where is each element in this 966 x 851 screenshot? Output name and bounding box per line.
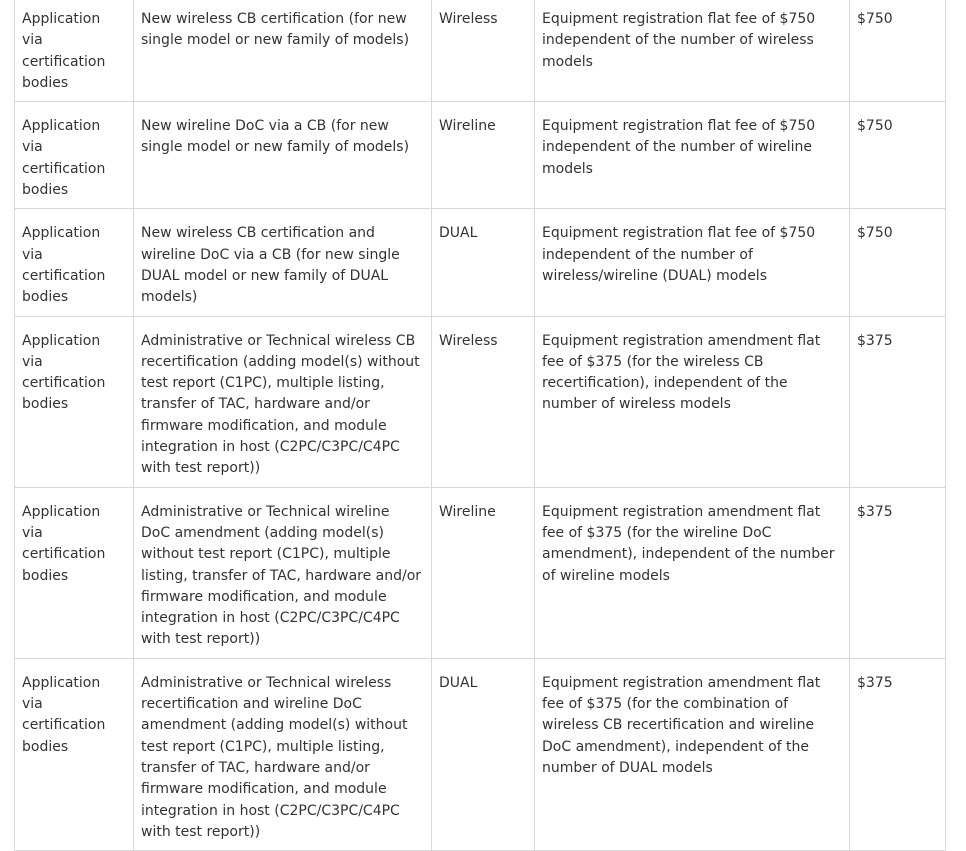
fee-description-cell: Equipment registration amendment flat fee of $375 (for the wireline DoC amendment), independent of the number of wireline models (535, 487, 850, 658)
fee-description-cell: Equipment registration flat fee of $750 independent of the number of wireless/wireline (DUAL) models (535, 209, 850, 316)
fee-description-cell: Equipment registration flat fee of $750 independent of the number of wireless models (535, 0, 850, 102)
application-cell: Application via certification bodies (15, 102, 134, 209)
fee-description-cell: Equipment registration amendment flat fee of $375 (for the wireless CB recertification), independent of the number of wireless models (535, 316, 850, 487)
description-cell: Administrative or Technical wireline DoC amendment (adding model(s) without test report (C1PC), multiple listing, transfer of TAC, hardware and/or firmware modification, and module integration in host (C2PC/C3PC/C4PC with test report)) (134, 487, 432, 658)
type-cell: Wireline (432, 487, 535, 658)
type-cell: Wireless (432, 0, 535, 102)
description-cell: Administrative or Technical wireless CB recertification (adding model(s) without test report (C1PC), multiple listing, transfer of TAC, hardware and/or firmware modification, and module integration in host (C2PC/C3PC/C4PC with test report)) (134, 316, 432, 487)
application-cell: Application via certification bodies (15, 209, 134, 316)
fee-cell: $750 (850, 209, 946, 316)
type-cell: Wireless (432, 316, 535, 487)
type-cell: DUAL (432, 658, 535, 850)
fee-cell: $750 (850, 0, 946, 102)
fee-table (14, 0, 946, 851)
application-cell: Application via certification bodies (15, 0, 134, 102)
fee-cell: $375 (850, 487, 946, 658)
table-row (15, 316, 946, 487)
type-cell: Wireline (432, 102, 535, 209)
application-cell: Application via certification bodies (15, 658, 134, 850)
fee-cell: $750 (850, 102, 946, 209)
application-cell: Application via certification bodies (15, 487, 134, 658)
table-row (15, 102, 946, 209)
table-row (15, 658, 946, 850)
fee-cell: $375 (850, 658, 946, 850)
table-row (15, 209, 946, 316)
table-row (15, 487, 946, 658)
fee-description-cell: Equipment registration flat fee of $750 independent of the number of wireline models (535, 102, 850, 209)
description-cell: New wireless CB certification (for new single model or new family of models) (134, 0, 432, 102)
description-cell: New wireline DoC via a CB (for new single model or new family of models) (134, 102, 432, 209)
type-cell: DUAL (432, 209, 535, 316)
table-row (15, 0, 946, 102)
description-cell: Administrative or Technical wireless recertification and wireline DoC amendment (adding model(s) without test report (C1PC), multiple listing, transfer of TAC, hardware and/or firmware modification, and module integration in host (C2PC/C3PC/C4PC with test report)) (134, 658, 432, 850)
application-cell: Application via certification bodies (15, 316, 134, 487)
fee-cell: $375 (850, 316, 946, 487)
description-cell: New wireless CB certification and wireline DoC via a CB (for new single DUAL model or new family of DUAL models) (134, 209, 432, 316)
fee-description-cell: Equipment registration amendment flat fee of $375 (for the combination of wireless CB recertification and wireline DoC amendment), independent of the number of DUAL models (535, 658, 850, 850)
